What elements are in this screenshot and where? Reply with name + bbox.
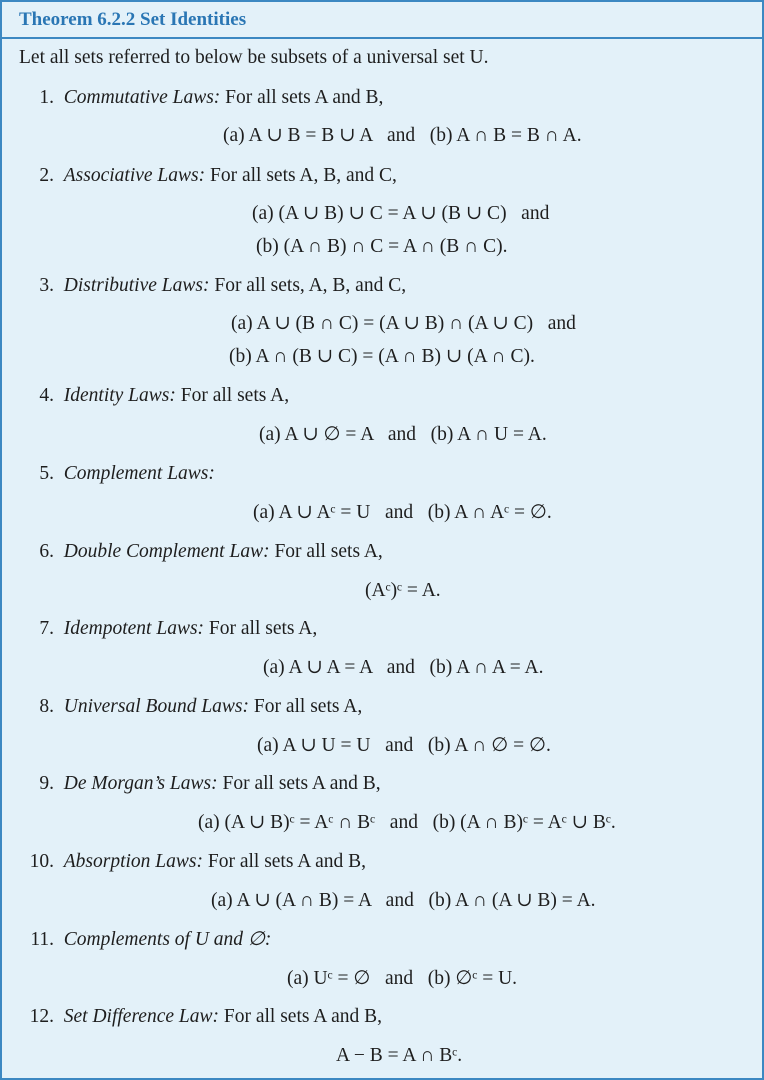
law-text: For all sets A and B, xyxy=(207,851,367,872)
theorem-title: Theorem 6.2.2 Set Identities xyxy=(19,9,247,30)
law-heading xyxy=(20,542,383,562)
law-heading xyxy=(20,276,406,296)
law-text: For all sets A and B, xyxy=(222,773,381,794)
law-heading xyxy=(20,619,317,639)
law-formula: (a) A ∪ Aᶜ = U and (b) A ∩ Aᶜ = ∅. xyxy=(253,502,552,523)
law-text: For all sets A, xyxy=(253,696,363,717)
law-heading xyxy=(20,774,381,794)
law-number: 10. xyxy=(29,851,54,872)
law-number: 5. xyxy=(39,463,54,484)
law-heading xyxy=(20,88,383,108)
law-formula: (a) A ∪ A = A and (b) A ∩ A = A. xyxy=(263,657,544,678)
law-heading xyxy=(20,386,289,406)
law-name: Idempotent Laws: xyxy=(63,618,205,639)
law-name: Set Difference Law: xyxy=(63,1006,219,1027)
law-heading xyxy=(20,697,362,717)
law-name: Absorption Laws: xyxy=(63,851,203,872)
law-formula: (a) A ∪ ∅ = A and (b) A ∩ U = A. xyxy=(259,424,547,445)
law-heading xyxy=(20,464,215,484)
law-formula: (a) Uᶜ = ∅ and (b) ∅ᶜ = U. xyxy=(287,968,518,989)
law-formula: (a) A ∪ (B ∩ C) = (A ∪ B) ∩ (A ∪ C) and xyxy=(231,313,576,334)
law-number: 8. xyxy=(39,696,54,717)
law-formula: (a) (A ∪ B) ∪ C = A ∪ (B ∪ C) and xyxy=(252,203,550,224)
law-formula: (a) A ∪ (A ∩ B) = A and (b) A ∩ (A ∪ B) = A. xyxy=(211,890,596,911)
law-number: 9. xyxy=(39,773,54,794)
law-text: For all sets A, B, and C, xyxy=(210,165,397,186)
law-formula: (b) A ∩ (B ∪ C) = (A ∩ B) ∪ (A ∩ C). xyxy=(229,346,535,367)
law-number: 4. xyxy=(39,385,54,406)
law-number: 11. xyxy=(30,929,54,950)
law-heading xyxy=(20,852,366,872)
law-formula: (a) A ∪ B = B ∪ A and (b) A ∩ B = B ∩ A. xyxy=(223,125,582,146)
law-text: For all sets A and B, xyxy=(223,1006,383,1027)
law-name: Universal Bound Laws: xyxy=(63,696,249,717)
title-divider xyxy=(2,37,762,39)
law-name: Double Complement Law: xyxy=(63,541,270,562)
law-name: Commutative Laws: xyxy=(63,87,221,108)
law-heading xyxy=(20,166,397,186)
law-name: Identity Laws: xyxy=(63,385,176,406)
law-number: 6. xyxy=(39,541,54,562)
law-name: Associative Laws: xyxy=(63,165,206,186)
law-number: 3. xyxy=(39,275,54,296)
law-name: De Morgan’s Laws: xyxy=(63,773,218,794)
law-formula: (b) (A ∩ B) ∩ C = A ∩ (B ∩ C). xyxy=(256,236,508,257)
law-number: 12. xyxy=(29,1006,54,1027)
law-name: Distributive Laws: xyxy=(63,275,210,296)
law-name: Complements of U and ∅: xyxy=(63,929,272,950)
law-text: For all sets, A, B, and C, xyxy=(214,275,407,296)
law-text: For all sets A and B, xyxy=(225,87,384,108)
law-text: For all sets A, xyxy=(180,385,290,406)
law-heading xyxy=(20,930,271,950)
law-name: Complement Laws: xyxy=(63,463,215,484)
law-formula: A − B = A ∩ Bᶜ. xyxy=(336,1045,463,1066)
intro-text: Let all sets referred to below be subsets of a universal set U. xyxy=(19,47,489,68)
law-text: For all sets A, xyxy=(208,618,318,639)
law-formula: (Aᶜ)ᶜ = A. xyxy=(365,580,441,601)
law-number: 2. xyxy=(39,165,54,186)
law-number: 1. xyxy=(39,87,54,108)
law-number: 7. xyxy=(39,618,54,639)
law-heading xyxy=(20,1007,382,1027)
law-text: For all sets A, xyxy=(274,541,383,562)
law-formula: (a) (A ∪ B)ᶜ = Aᶜ ∩ Bᶜ and (b) (A ∩ B)ᶜ = Aᶜ ∪ Bᶜ. xyxy=(198,812,616,833)
law-formula: (a) A ∪ U = U and (b) A ∩ ∅ = ∅. xyxy=(257,735,551,756)
